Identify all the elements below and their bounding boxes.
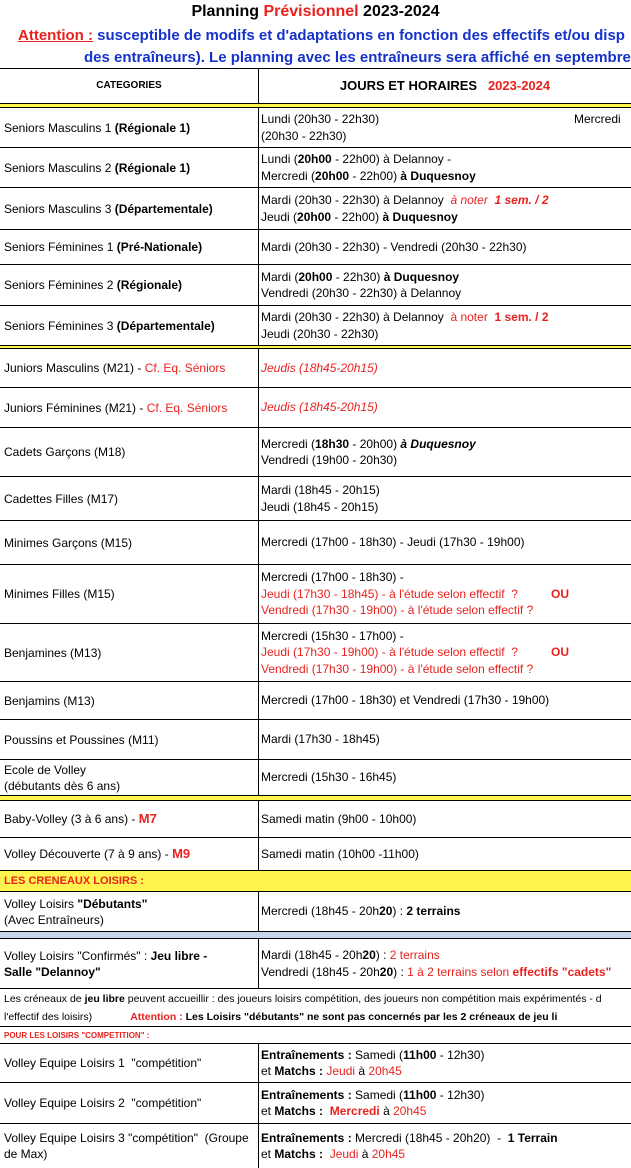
schedule-text: Mercredi [574, 112, 621, 126]
schedule-text: (20h30 - 22h30) [261, 128, 347, 143]
schedule-text: Mercredi (15h30 - 17h00) - [261, 628, 404, 643]
schedule-courts: 2 terrains [389, 948, 440, 962]
category-label: Volley Equipe Loisirs 3 "compétition" (Groupe [4, 1131, 249, 1145]
schedule-text: Lundi ( [261, 152, 298, 166]
table-row [0, 306, 631, 346]
category-label: Volley Loisirs [4, 896, 78, 911]
table-row [0, 1124, 631, 1168]
schedule-text: Mardi ( [261, 269, 299, 284]
schedule-cell [259, 349, 631, 387]
schedule-text: - 12h30) [436, 1087, 485, 1102]
category-note: Cf. Eq. Séniors [144, 361, 226, 375]
blue-divider [0, 932, 631, 939]
category-cell [0, 388, 259, 427]
schedule-time: 11h00 [403, 1087, 437, 1102]
schedule-text: Jeudi ( [261, 209, 298, 224]
category-label: Volley Equipe Loisirs 2 "compétition" [4, 1096, 202, 1110]
table-row [0, 388, 631, 428]
category-cell [0, 565, 259, 623]
table-row [0, 1044, 631, 1083]
table-row [0, 720, 631, 760]
category-label: Poussins et Poussines (M11) [4, 732, 159, 747]
category-cell [0, 682, 259, 719]
category-label: Baby-Volley (3 à 6 ans) - [4, 812, 139, 826]
schedule-text: et [261, 1147, 275, 1161]
schedule-courts: effectifs "cadets" [512, 964, 612, 979]
category-label: Seniors Féminines 2 [4, 278, 117, 292]
category-cell [0, 265, 259, 305]
schedule-label: Matchs : [274, 1064, 324, 1078]
category-cell [0, 760, 259, 795]
schedule-cell [259, 624, 631, 681]
schedule-or: OU [551, 645, 569, 660]
schedule-cell [259, 682, 631, 719]
schedule-time: 20h00 [315, 168, 350, 183]
schedule-venue: à Duquesnoy [383, 269, 460, 284]
schedule-text: Jeudis (18h45-20h15) [261, 400, 378, 415]
schedule-text: Mardi (20h30 - 22h30) à Delannoy [261, 193, 451, 207]
schedule-label: Entraînements : [261, 1130, 352, 1145]
category-label: Cadets Garçons (M18) [4, 445, 126, 459]
category-label: Seniors Féminines 3 [4, 318, 117, 333]
table-row [0, 760, 631, 796]
schedule-time: 20h45 [371, 1147, 406, 1161]
table-row [0, 188, 631, 230]
schedule-time: 20 [379, 964, 394, 979]
schedule-text: à [358, 1147, 372, 1161]
schedule-option: Vendredi (17h30 - 19h00) - à l'étude selon effectif ? [261, 661, 534, 676]
schedule-cell [259, 1124, 631, 1168]
title-part-1: Planning [191, 3, 264, 20]
schedule-courts: 1 à 2 terrains selon [407, 964, 513, 979]
table-row [0, 265, 631, 306]
category-cell [0, 108, 259, 147]
note-line-2 [4, 1011, 557, 1023]
category-cell [0, 188, 259, 229]
schedule-label: Entraînements : [261, 1087, 352, 1102]
schedule-text: Vendredi (18h45 - 20h [261, 964, 380, 979]
schedule-text: Mardi (20h30 - 22h30) à Delannoy [261, 310, 451, 324]
schedule-text: ) : [393, 964, 408, 979]
header-season: 2023-2024 [487, 77, 551, 93]
section-title-loisirs: LES CRENEAUX LOISIRS : [0, 871, 631, 892]
note-text: Les créneaux de [4, 993, 85, 1005]
schedule-cell [259, 565, 631, 623]
schedule-option: Jeudi (17h30 - 19h00) - à l'étude selon effectif ? [261, 645, 518, 660]
category-label: Benjamins (M13) [4, 693, 95, 708]
schedule-note: à noter [450, 193, 488, 207]
table-row [0, 108, 631, 148]
schedule-text: - 22h00) [349, 168, 401, 183]
table-row [0, 477, 631, 521]
category-label: Seniors Masculins 3 [4, 201, 115, 216]
category-cell [0, 801, 259, 837]
schedule-text: Jeudi (18h45 - 20h15) [261, 499, 379, 514]
schedule-day: Jeudi [323, 1064, 356, 1078]
table-row [0, 148, 631, 188]
schedule-cell [259, 148, 631, 187]
category-subtitle: (Avec Entraîneurs) [4, 912, 104, 927]
schedule-text: et [261, 1104, 275, 1118]
category-level: (Régionale 1) [114, 160, 191, 175]
schedule-text: Samedi matin (10h00 -11h00) [261, 846, 419, 861]
table-row [0, 892, 631, 932]
schedule-cell [259, 838, 631, 870]
schedule-text: à [379, 1104, 394, 1118]
attention-text-1: susceptible de modifs et d'adaptations en fonction des effectifs et/ou disp [92, 27, 625, 44]
category-cell [0, 428, 259, 476]
table-row [0, 801, 631, 838]
schedule-time: 18h30 [315, 436, 350, 451]
header-jours-label: JOURS ET HORAIRES [339, 77, 478, 93]
category-label: Benjamines (M13) [4, 645, 102, 660]
schedule-day: Jeudi [323, 1147, 359, 1161]
schedule-cell [259, 108, 631, 147]
schedule-label: Matchs : [274, 1104, 324, 1118]
category-subtitle: (débutants dès 6 ans) [4, 778, 121, 793]
category-label: Cadettes Filles (M17) [4, 491, 119, 506]
note-line-1 [4, 993, 602, 1005]
schedule-text: Jeudi (20h30 - 22h30) [261, 326, 379, 341]
schedule-text: Mercredi (18h45 - 20h [261, 904, 380, 919]
schedule-text: Lundi (20h30 - 22h30) [261, 112, 380, 126]
category-cell [0, 939, 259, 988]
schedule-text: Vendredi (19h00 - 20h30) [261, 453, 398, 467]
category-label: Volley Equipe Loisirs 1 "compétition" [4, 1056, 202, 1070]
category-label: Juniors Féminines (M21) - [4, 400, 147, 415]
schedule-label: Entraînements : [261, 1047, 352, 1062]
category-note: Cf. Eq. Séniors [146, 400, 228, 415]
schedule-note: 1 sem. / 2 [487, 310, 549, 324]
schedule-cell [259, 1083, 631, 1123]
schedule-time: 11h00 [403, 1047, 437, 1062]
table-row [0, 349, 631, 388]
schedule-cell [259, 230, 631, 264]
category-label: Seniors Masculins 2 [4, 160, 115, 175]
category-label: Juniors Masculins (M21) - [4, 361, 145, 375]
schedule-note: à noter [450, 310, 488, 324]
category-cell [0, 477, 259, 520]
schedule-note: 1 sem. / 2 [487, 193, 549, 207]
note-text: peuvent accueillir : des joueurs loisirs compétition, des joueurs non compétition mais expérimentés - d [124, 993, 602, 1005]
category-level: (Régionale 1) [114, 120, 191, 135]
category-cell [0, 349, 259, 387]
schedule-text: Samedi matin (9h00 - 10h00) [261, 811, 417, 826]
schedule-text: ) : [375, 948, 390, 962]
schedule-venue: à Duquesnoy [400, 436, 476, 451]
schedule-time: 20h00 [297, 152, 332, 166]
attention-label: Attention : [18, 27, 93, 44]
schedule-text: Mercredi (17h00 - 18h30) - [261, 570, 404, 585]
category-cell [0, 230, 259, 264]
category-cell [0, 148, 259, 187]
schedule-text: Jeudis (18h45-20h15) [261, 360, 378, 375]
schedule-courts: 1 Terrain [507, 1130, 558, 1145]
table-row [0, 682, 631, 720]
schedule-text: - 12h30) [436, 1047, 485, 1062]
category-cell [0, 1124, 259, 1168]
table-header-row [0, 69, 631, 104]
schedule-or: OU [551, 586, 569, 601]
attention-line-1 [18, 27, 625, 44]
schedule-text: Vendredi (20h30 - 22h30) à Delannoy [261, 286, 462, 300]
table-row [0, 939, 631, 989]
category-cell [0, 892, 259, 931]
schedule-cell [259, 428, 631, 476]
schedule-text: Mercredi (15h30 - 16h45) [261, 770, 397, 785]
title-part-2: 2023-2024 [358, 3, 440, 20]
table-row [0, 565, 631, 624]
schedule-text: - 22h30) [332, 269, 384, 284]
category-level: Jeu libre - [150, 948, 208, 963]
schedule-cell [259, 388, 631, 427]
schedule-cell [259, 892, 631, 931]
header-categories: CATEGORIES [0, 69, 259, 103]
schedule-courts: 2 terrains [406, 904, 461, 919]
category-level: (Pré-Nationale) [116, 240, 203, 254]
category-code: M7 [138, 811, 157, 826]
schedule-time: 20h45 [368, 1064, 402, 1078]
note-emphasis: Les Loisirs "débutants" ne sont pas concernés par les 2 créneaux de jeu li [182, 1011, 558, 1023]
schedule-venue: à Duquesnoy [382, 209, 458, 224]
schedule-cell [259, 1044, 631, 1082]
schedule-text: - 20h00) [349, 436, 401, 451]
schedule-time: 20h00 [298, 269, 333, 284]
schedule-cell [259, 477, 631, 520]
category-cell [0, 624, 259, 681]
schedule-cell [259, 760, 631, 795]
category-label: Volley Découverte (7 à 9 ans) - [4, 847, 173, 861]
schedule-cell [259, 521, 631, 564]
schedule-text: Mardi (18h45 - 20h15) [261, 483, 380, 497]
table-row [0, 624, 631, 682]
schedule-text: Samedi ( [351, 1087, 404, 1102]
schedule-option: Vendredi (17h30 - 19h00) - à l'étude selon effectif ? [261, 603, 534, 618]
schedule-text: Mardi (20h30 - 22h30) - Vendredi (20h30 - 22h30) [261, 239, 527, 254]
section-title-competition: POUR LES LOISIRS "COMPETITION" : [0, 1027, 631, 1044]
table-row [0, 521, 631, 565]
note-text: l'effectif des loisirs) [4, 1011, 93, 1023]
schedule-text: Mercredi (17h00 - 18h30) - Jeudi (17h30 - 19h00) [261, 535, 525, 550]
schedule-text: Mardi (17h30 - 18h45) [261, 732, 380, 747]
schedule-text: Mercredi ( [261, 436, 316, 451]
schedule-time: 20 [379, 904, 393, 919]
schedule-time: 20h00 [297, 209, 332, 224]
category-label: Ecole de Volley [4, 762, 87, 777]
category-label: Volley Loisirs "Confirmés" : [4, 948, 151, 963]
category-level: "Débutants" [77, 896, 148, 911]
category-label: Minimes Filles (M15) [4, 587, 115, 601]
category-cell [0, 838, 259, 870]
table-row [0, 230, 631, 265]
schedule-text: ) : [392, 904, 407, 919]
category-cell [0, 1044, 259, 1082]
category-subtitle: Salle "Delannoy" [4, 964, 101, 979]
category-cell [0, 1083, 259, 1123]
schedule-day: Mercredi [323, 1104, 380, 1118]
table-row [0, 1083, 631, 1124]
schedule-text: Samedi ( [351, 1047, 404, 1062]
category-label: Seniors Masculins 1 [4, 120, 115, 135]
category-level: (Départementale) [114, 201, 213, 216]
schedule-cell [259, 939, 631, 988]
schedule-text: et [261, 1064, 275, 1078]
category-code: M9 [172, 846, 191, 861]
title-highlight: Prévisionnel [263, 3, 359, 20]
attention-line-2: des entraîneurs). Le planning avec les entraîneurs sera affiché en septembre [84, 49, 631, 66]
schedule-cell [259, 801, 631, 837]
schedule-text: à [355, 1064, 369, 1078]
schedule-text: - 22h00) [331, 209, 383, 224]
schedule-cell [259, 265, 631, 305]
table-row [0, 428, 631, 477]
page-title [0, 3, 631, 21]
schedule-text: - 22h00) à Delannoy - [331, 152, 452, 166]
schedule-cell [259, 306, 631, 345]
table-row [0, 838, 631, 871]
category-label: Minimes Garçons (M15) [4, 535, 133, 550]
schedule-text: Mercredi (17h00 - 18h30) et Vendredi (17h30 - 19h00) [261, 693, 550, 708]
category-cell [0, 521, 259, 564]
category-cell [0, 720, 259, 759]
schedule-time: 20h45 [393, 1104, 427, 1118]
category-cell [0, 306, 259, 345]
schedule-venue: à Duquesnoy [400, 168, 476, 183]
schedule-cell [259, 188, 631, 229]
schedule-text: Mercredi (18h45 - 20h20) - [351, 1130, 508, 1145]
header-jours [259, 69, 631, 103]
category-label: Seniors Féminines 1 [4, 240, 117, 254]
schedule-cell [259, 720, 631, 759]
schedule-time: 20 [362, 948, 376, 962]
schedule-label: Matchs : [274, 1147, 324, 1161]
schedule-option: Jeudi (17h30 - 18h45) - à l'étude selon effectif ? [261, 586, 518, 601]
schedule-text: Mercredi ( [261, 168, 316, 183]
note-attention: Attention : [130, 1011, 183, 1023]
category-subtitle: de Max) [4, 1147, 48, 1161]
note-emphasis: jeu libre [84, 993, 125, 1005]
category-level: (Régionale) [116, 278, 183, 292]
schedule-text: Mardi (18h45 - 20h [261, 948, 363, 962]
category-level: (Départementale) [116, 318, 215, 333]
